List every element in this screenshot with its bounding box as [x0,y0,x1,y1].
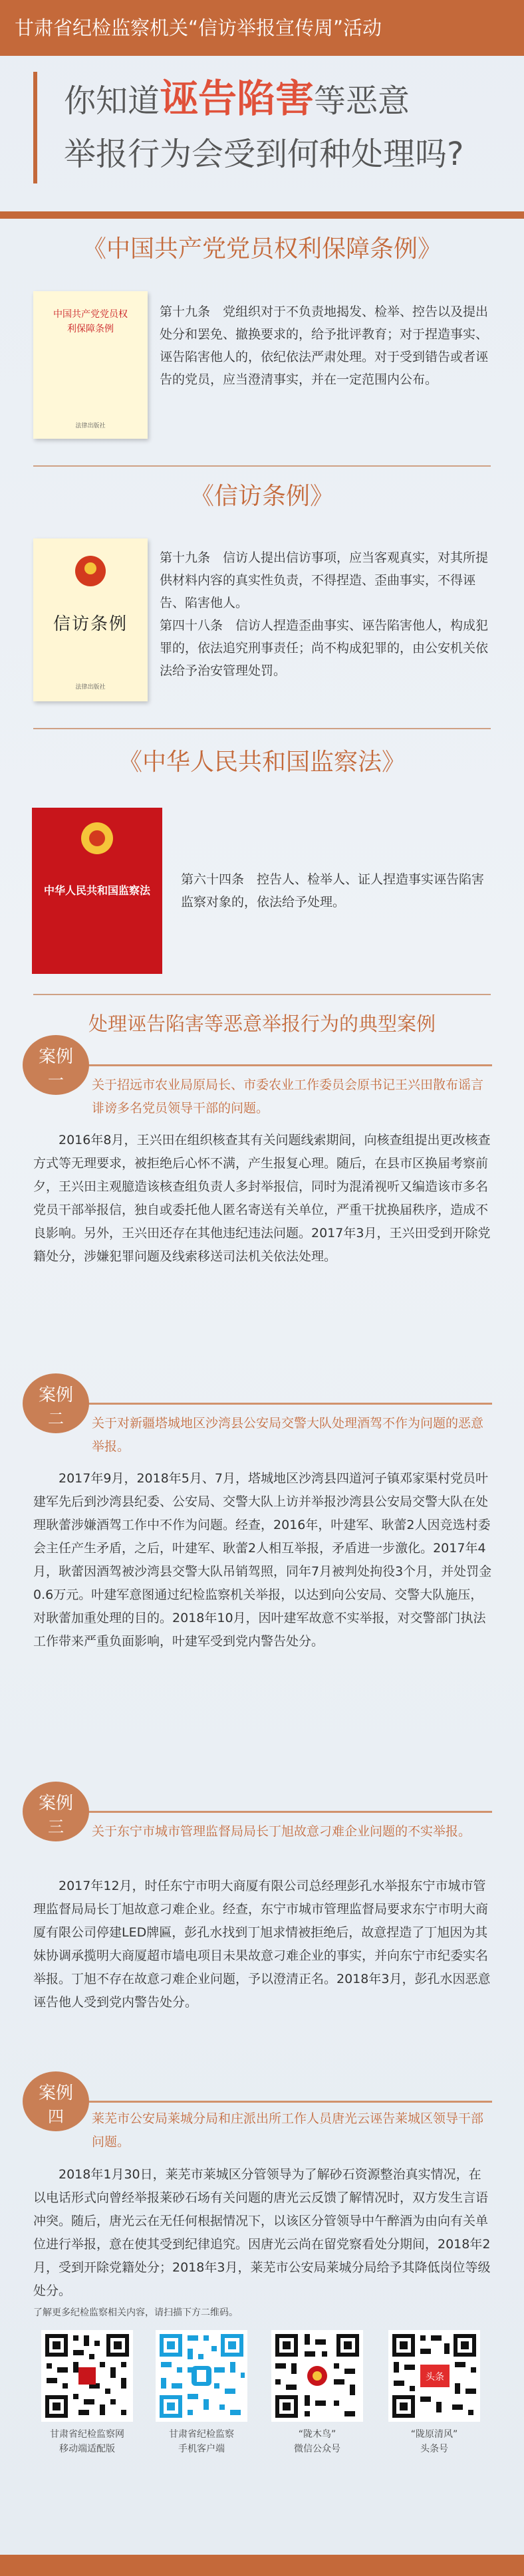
case-bar [60,1064,492,1066]
case-bar [60,2101,492,2103]
footer-band [0,2555,524,2576]
case-badge-2 [23,1373,89,1433]
book-cover-xinfang [33,538,148,701]
header-title: 甘肃省纪检监察机关“信访举报宣传周”活动 [15,17,382,39]
divider [33,728,491,729]
case-badge-3 [23,1782,89,1841]
case-bar [60,1403,492,1405]
book-cover-party-rights [33,291,148,439]
case-badge-1 [23,1035,89,1095]
headline-highlight: 诬告陷害 [160,76,315,121]
case-badge-number: 四 [48,2107,64,2126]
case-subject: 莱芜市公安局莱城分局和庄派出所工作人员唐光云诬告莱城区领导干部问题。 [92,2111,484,2149]
cases-section-title: 处理诬告陷害等恶意举报行为的典型案例 [88,1012,436,1035]
book-cover-title: 中国共产党党员权利保障条例 [53,309,128,334]
qr-caption-line2: 头条号 [420,2444,448,2454]
qr-caption [37,2427,137,2456]
case-badge-word: 案例 [38,2083,73,2103]
law-paragraph: 第四十八条 信访人捏造歪曲事实、诬告陷害他人，构成犯罪的，依法追究刑事责任；尚不构成犯罪的，由公安机关依法给予治安管理处罚。 [160,618,489,678]
toutiao-badge-text: 头条 [426,2372,444,2383]
case-body: 2017年9月，2018年5月、7月，塔城地区沙湾县四道河子镇邓家渠村党员叶建军先后到沙湾县纪委、公安局、交警大队上访并举报沙湾县公安局交警大队在处理耿蕾涉嫌酒驾工作中不作为问题。经查，2016年，叶建军、耿蕾2人因竞选村委会主任产生矛盾，之后，叶建军、耿蕾2人相互举报，矛盾进一步激化。2017年4月，耿蕾因酒驾被沙湾县交警大队吊销驾照，同年7月被判处拘役3个月，并处罚金0.6万元。叶建军意图通过纪检监察机关举报，以达到向公安局、交警大队施压，对耿蕾加重处理的目的。2018年10月，因叶建军故意不实举报，对交警部门执法工作带来严重负面影响，叶建军受到党内警告处分。 [33,1471,492,1649]
national-emblem-icon [81,822,113,854]
qr-caption [267,2427,367,2456]
law-paragraph: 第十九条 信访人提出信访事项，应当客观真实，对其所提供材料内容的真实性负责，不得捏造、歪曲事实，不得诬告、陷害他人。 [160,550,489,610]
qr-caption-line2: 微信公众号 [294,2444,340,2454]
qr-block-website [37,2330,137,2456]
qr-block-app [152,2330,251,2456]
headline-line1 [64,72,492,128]
qr-code-icon[interactable] [156,2330,247,2422]
case-body: 2017年12月，时任东宁市明大商厦有限公司总经理彭孔水举报东宁市城市管理监督局局长丁旭故意刁难企业。经查，东宁市城市管理监督局要求东宁市明大商厦有限公司停建LED牌匾，彭孔水找到丁旭求情被拒绝后，故意捏造了丁旭因为其妹协调承揽明大商厦超市墙电项目未果故意刁难企业的事实，并向东宁市纪委实名举报。丁旭不存在故意刁难企业问题，予以澄清正名。2018年3月，彭孔水因恶意诬告他人受到党内警告处分。 [33,1879,491,2010]
qr-caption-line2: 移动端适配版 [59,2444,115,2454]
book-cover-supervision-law [32,808,162,974]
qr-caption-line1: 甘肃省纪检监察 [169,2429,234,2440]
book-cover-publisher: 法律出版社 [75,684,106,691]
law-text-supervision-law [181,868,493,913]
case-badge-number: 二 [48,1409,64,1428]
headline [33,72,492,183]
book-cover-title: 中华人民共和国监察法 [43,884,150,897]
qr-caption-line1: “陇原清风” [410,2429,458,2440]
law-title-party-rights: 《中国共产党党员权利保障条例》 [82,235,442,263]
case-badge-word: 案例 [38,1794,73,1814]
qr-caption-line1: 甘肃省纪检监察网 [50,2429,124,2440]
case-body: 2016年8月，王兴田在组织核查其有关问题线索期间，向核查组提出更改核查方式等无理要求，被拒绝后心怀不满，产生报复心理。随后，在县市区换届考察前夕，王兴田主观臆造该核查组负责人多封举报信，同时为混淆视听又编造该市多名党员干部举报信，独自或委托他人匿名寄送有关单位，严重干扰换届秩序，造成不良影响。另外，王兴田还存在其他违纪违法问题。2017年3月，王兴田受到开除党籍处分，涉嫌犯罪问题及线索移送司法机关依法处理。 [33,1133,491,1264]
qr-caption-line1: “陇木鸟” [298,2429,336,2440]
case-subject: 关于对新疆塔城地区沙湾县公安局交警大队处理酒驾不作为问题的恶意举报。 [92,1416,484,1454]
divider [33,465,491,467]
case-subject: 关于东宁市城市管理监督局局长丁旭故意刁难企业问题的不实举报。 [92,1824,471,1839]
divider [33,994,491,995]
qr-code-icon[interactable] [41,2330,133,2422]
qr-code-icon[interactable] [271,2330,363,2422]
case-subject: 关于招远市农业局原局长、市委农业工作委员会原书记王兴田散布谣言诽谤多名党员领导干部的问题。 [92,1078,484,1115]
book-cover-publisher: 法律出版社 [75,423,106,429]
qr-caption [152,2427,251,2456]
headline-post: 等恶意 [314,82,410,120]
case-badge-word: 案例 [38,1385,73,1405]
national-emblem-icon [75,556,106,586]
law-title-xinfang: 《信访条例》 [190,483,334,510]
law-paragraph: 第六十四条 控告人、检举人、证人捏造事实诬告陷害监察对象的，依法给予处理。 [181,872,485,909]
law-paragraph: 第十九条 党组织对于不负责地揭发、检举、控告以及提出处分和罢免、撤换要求的，给予批评教育；对于捏造事实、诬告陷害他人的，依纪依法严肃处理。对于受到错告或者诬告的党员，应当澄清事实，并在一定范围内公布。 [160,304,489,387]
qr-caption [384,2427,484,2456]
separator-band [0,211,524,219]
case-body: 2018年1月30日，莱芜市莱城区分管领导为了解砂石资源整治真实情况，在以电话形式向曾经举报莱砂石场有关问题的唐光云反馈了解情况时，双方发生言语冲突。随后，唐光云在无任何根据情况下，以该区分管领导中午醉酒为由向有关单位进行举报，意在使其受到纪律追究。因唐光云尚在留党察看处分期间，2018年2月，受到开除党籍处分；2018年3月，莱芜市公安局莱城分局给予其降低岗位等级处分。 [33,2167,491,2298]
law-title-supervision-law: 《中华人民共和国监察法》 [118,749,406,776]
law-text-xinfang [160,546,495,682]
qr-code-icon[interactable] [388,2330,480,2422]
qr-block-toutiao [384,2330,484,2456]
headline-pre: 你知道 [64,82,160,120]
case-badge-number: 三 [48,1817,64,1836]
book-cover-title: 信访条例 [53,614,128,634]
qr-caption-line2: 手机客户端 [178,2444,225,2454]
case-badge-number: 一 [48,1071,64,1090]
header-band [0,0,524,56]
qr-intro: 了解更多纪检监察相关内容，请扫描下方二维码。 [33,2307,238,2318]
law-text-party-rights [160,300,495,391]
case-bar [60,1811,492,1813]
case-badge-word: 案例 [38,1047,73,1067]
qr-block-wechat [267,2330,367,2456]
case-badge-4 [23,2071,89,2131]
headline-line2: 举报行为会受到何种处理吗? [64,136,464,173]
